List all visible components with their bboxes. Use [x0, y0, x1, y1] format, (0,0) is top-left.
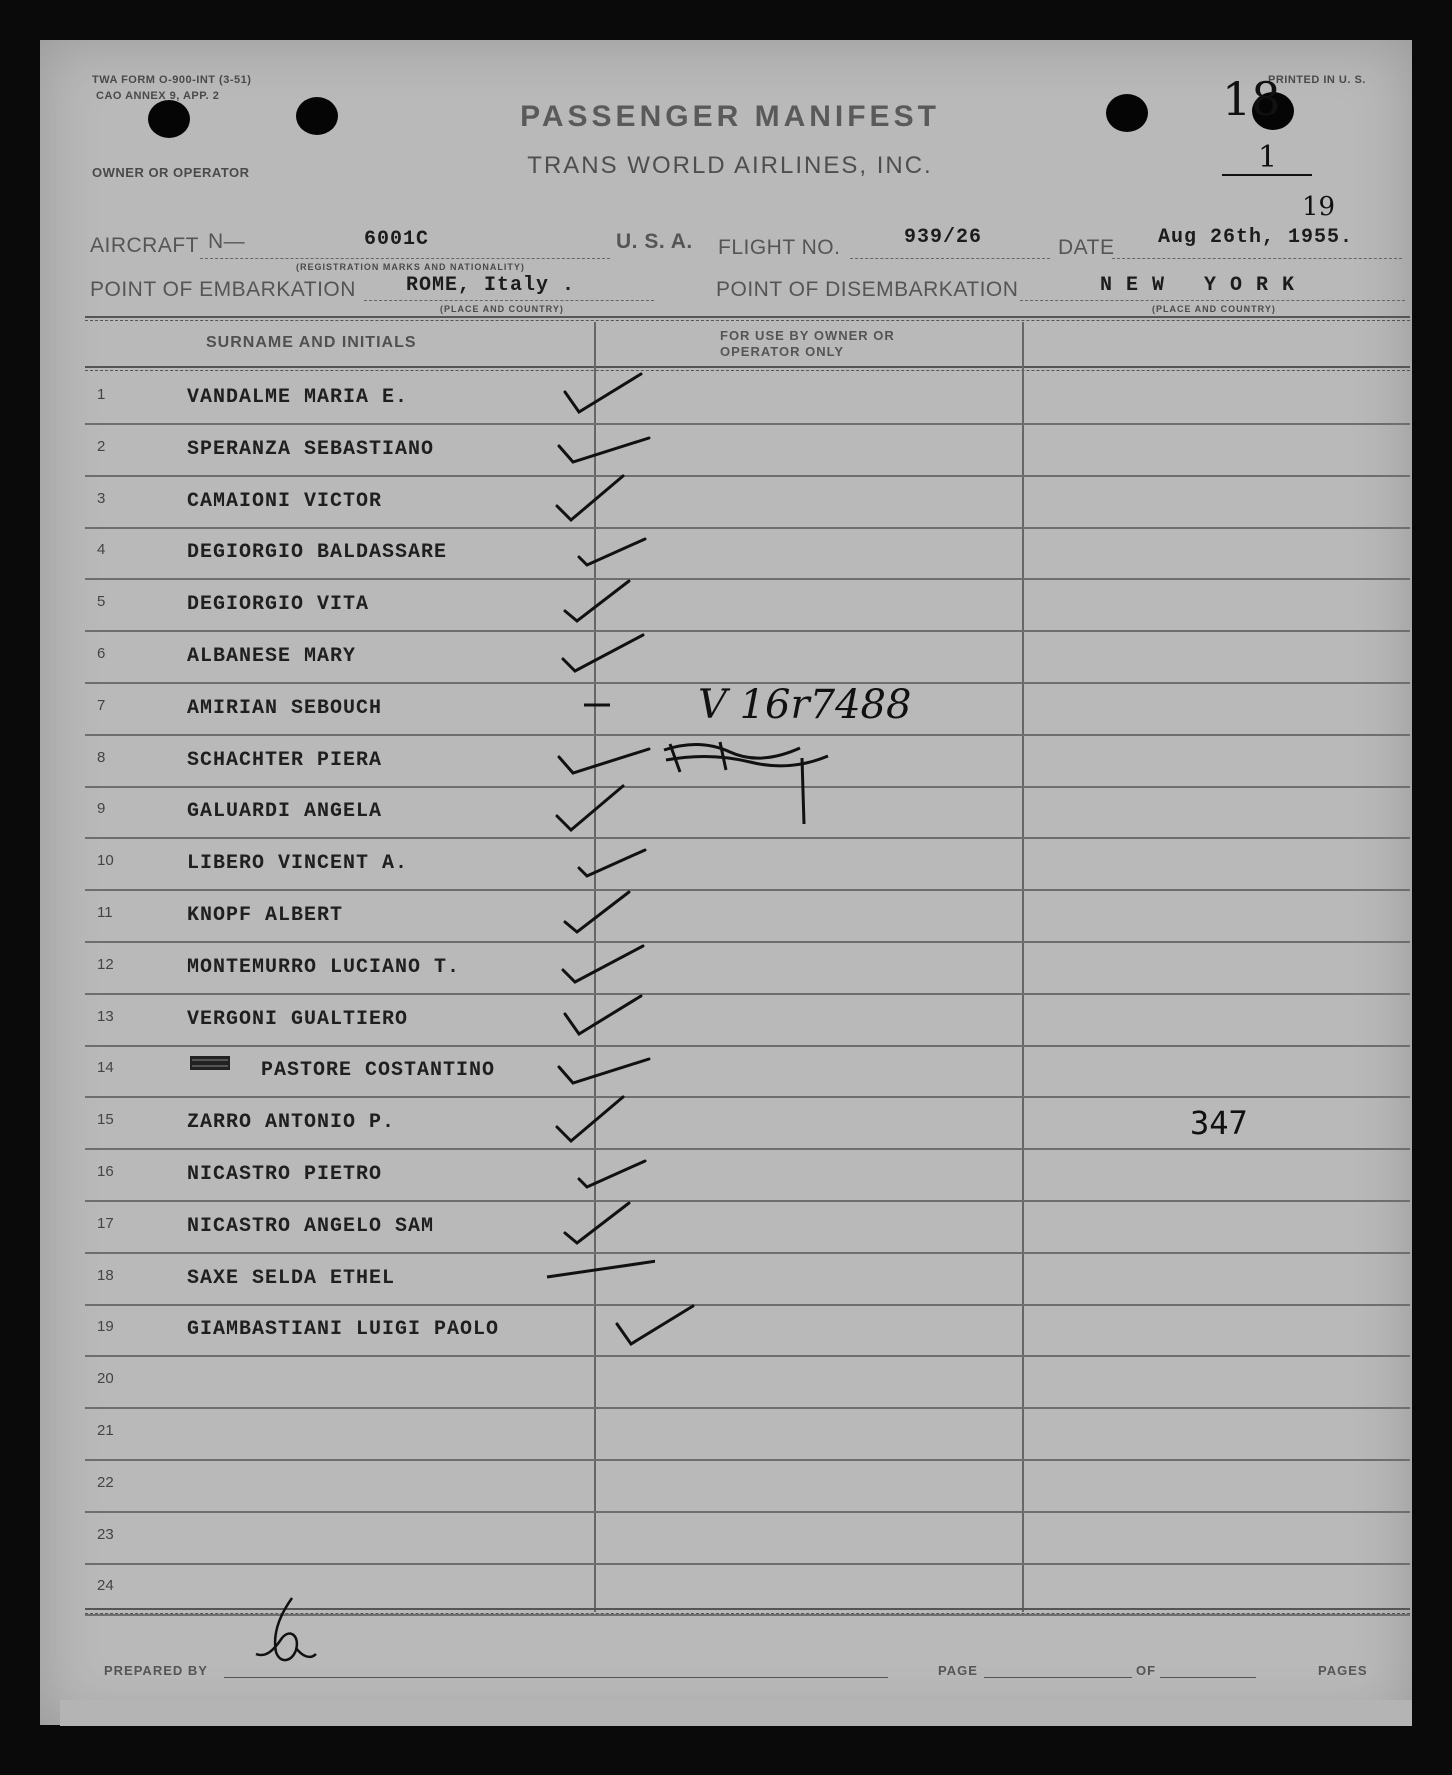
row-number: 22 — [97, 1473, 114, 1491]
row-rule — [85, 1355, 1410, 1357]
owner-use-column-header: FOR USE BY OWNER OR OPERATOR ONLY — [720, 328, 895, 359]
checkmark-icon — [545, 573, 655, 629]
passenger-name: NICASTRO ANGELO SAM — [187, 1214, 435, 1238]
date-correction: 19 — [1302, 192, 1336, 222]
aircraft-underline — [200, 258, 610, 259]
airline-name: TRANS WORLD AIRLINES, INC. — [527, 152, 933, 179]
passenger-name: VANDALME MARIA E. — [187, 386, 409, 409]
header-rule-top-2 — [85, 320, 1410, 321]
row-rule — [85, 1148, 1410, 1150]
row-number: 18 — [97, 1266, 114, 1284]
passenger-row — [85, 1358, 1410, 1409]
passenger-row — [85, 944, 1410, 995]
row-number: 10 — [97, 852, 114, 870]
registration-caption: (REGISTRATION MARKS AND NATIONALITY) — [296, 262, 525, 272]
page-line — [984, 1677, 1132, 1678]
passenger-name: LIBERO VINCENT A. — [187, 852, 409, 876]
row-rule — [85, 630, 1410, 632]
prepared-by-label: PREPARED BY — [104, 1663, 208, 1678]
checkmark-icon — [545, 988, 655, 1044]
country-label: U. S. A. — [616, 230, 693, 253]
date-label: DATE — [1058, 236, 1115, 259]
aircraft-label: AIRCRAFT — [90, 234, 199, 257]
printed-note: PRINTED IN U. S. — [1268, 74, 1366, 86]
header-rule-bottom-2 — [85, 370, 1410, 371]
passenger-row — [85, 1151, 1410, 1202]
passenger-name: SAXE SELDA ETHEL — [187, 1266, 396, 1290]
checkmark-icon — [545, 729, 655, 785]
row14-strikeout — [186, 1052, 234, 1076]
row-number: 2 — [97, 437, 106, 455]
row-number: 20 — [97, 1370, 114, 1388]
passenger-name: GIAMBASTIANI LUIGI PAOLO — [187, 1318, 500, 1342]
flight-underline — [850, 258, 1050, 259]
header-rule-top — [85, 316, 1410, 318]
page-mark-bottom: 1 — [1258, 140, 1278, 175]
form-title: PASSENGER MANIFEST — [520, 100, 940, 133]
aircraft-value: 6001C — [364, 228, 430, 251]
row-number: 11 — [97, 904, 113, 921]
passenger-row — [85, 1462, 1410, 1513]
passenger-row — [85, 1047, 1410, 1098]
passenger-name: MONTEMURRO LUCIANO T. — [187, 955, 461, 979]
passenger-row — [85, 996, 1410, 1047]
checkmark-icon — [545, 366, 655, 422]
passenger-row — [85, 892, 1410, 943]
disembarkation-underline — [1020, 300, 1405, 301]
passenger-row — [85, 426, 1410, 477]
row-number: 1 — [97, 386, 106, 403]
checkmark-icon — [545, 1143, 655, 1199]
row-rule — [85, 993, 1410, 995]
row-rule — [85, 837, 1410, 839]
pages-label: PAGES — [1318, 1663, 1368, 1678]
row-number: 3 — [97, 489, 106, 507]
passenger-name: NICASTRO PIETRO — [187, 1163, 383, 1186]
row15-number: 347 — [1190, 1104, 1248, 1142]
row-rule — [85, 1511, 1410, 1513]
checkmark-icon — [597, 1298, 707, 1354]
row-number: 9 — [97, 800, 106, 818]
disembarkation-value: N E W Y O R K — [1100, 274, 1296, 297]
passenger-name: ZARRO ANTONIO P. — [187, 1111, 396, 1135]
checkmark-icon — [545, 1039, 655, 1095]
checkmark-icon — [545, 1195, 655, 1251]
row-rule — [85, 889, 1410, 891]
row-rule — [85, 734, 1410, 736]
of-label: OF — [1136, 1663, 1157, 1678]
place-caption: (PLACE AND COUNTRY) — [440, 304, 564, 314]
row-rule — [85, 475, 1410, 477]
place-caption-2: (PLACE AND COUNTRY) — [1152, 304, 1276, 314]
row-number: 12 — [97, 955, 114, 973]
passenger-name: ALBANESE MARY — [187, 645, 357, 668]
row-number: 24 — [97, 1577, 114, 1595]
row-rule — [85, 1459, 1410, 1461]
passenger-row — [85, 840, 1410, 891]
checkmark-icon — [545, 936, 655, 992]
row-number: 17 — [97, 1214, 114, 1232]
passenger-row — [85, 374, 1410, 425]
date-value: Aug 26th, 1955. — [1158, 226, 1354, 249]
stroke-mark-icon — [545, 1247, 655, 1303]
checkmark-icon — [545, 418, 655, 474]
punch-hole — [296, 97, 338, 135]
passenger-row — [85, 1203, 1410, 1254]
disembarkation-label: POINT OF DISEMBARKATION — [716, 278, 1019, 301]
row8-scribble — [660, 738, 840, 828]
row-rule — [85, 423, 1410, 425]
row-rule — [85, 1252, 1410, 1254]
row-rule — [85, 941, 1410, 943]
passenger-row — [85, 1514, 1410, 1565]
row-number: 4 — [97, 541, 106, 559]
preparer-signature — [252, 1592, 322, 1672]
passenger-name: CAMAIONI VICTOR — [187, 489, 383, 513]
passenger-row — [85, 581, 1410, 632]
row-rule — [85, 1045, 1410, 1047]
row-rule — [85, 578, 1410, 580]
owner-label: OWNER OR OPERATOR — [92, 165, 250, 180]
passenger-name: KNOPF ALBERT — [187, 904, 344, 927]
passenger-row — [85, 1306, 1410, 1357]
header-rule-bottom — [85, 366, 1410, 368]
row7-dash — [580, 698, 640, 712]
passenger-name: PASTORE COSTANTINO — [261, 1059, 496, 1083]
punch-hole — [148, 100, 190, 138]
checkmark-icon — [545, 780, 655, 836]
passenger-name: AMIRIAN SEBOUCH — [187, 696, 383, 720]
checkmark-icon — [545, 470, 655, 526]
checkmark-icon — [545, 625, 655, 681]
row-number: 15 — [97, 1111, 114, 1129]
passenger-name: DEGIORGIO VITA — [187, 593, 370, 617]
row-number: 23 — [97, 1525, 114, 1543]
checkmark-icon — [545, 832, 655, 888]
page-mark-top: 18 — [1222, 72, 1281, 126]
embarkation-underline — [364, 300, 654, 301]
flight-no-label: FLIGHT NO. — [718, 236, 841, 259]
passenger-name: VERGONI GUALTIERO — [187, 1007, 409, 1031]
row-number: 8 — [97, 748, 106, 766]
punch-hole — [1106, 94, 1148, 132]
passenger-row — [85, 633, 1410, 684]
sheet-edge — [60, 1700, 1412, 1726]
passenger-row — [85, 529, 1410, 580]
passenger-row — [85, 1255, 1410, 1306]
passenger-name: SCHACHTER PIERA — [187, 748, 383, 772]
checkmark-icon — [545, 1091, 655, 1147]
aircraft-prefix: N— — [208, 230, 246, 253]
row-number: 19 — [97, 1318, 114, 1336]
row-rule — [85, 1200, 1410, 1202]
row-rule — [85, 1407, 1410, 1409]
passenger-row — [85, 1410, 1410, 1461]
row-number: 5 — [97, 593, 106, 611]
row-number: 13 — [97, 1007, 114, 1025]
flight-no-value: 939/26 — [904, 226, 983, 249]
cao-reference: CAO ANNEX 9, APP. 2 — [96, 90, 220, 102]
of-line — [1160, 1677, 1256, 1678]
row-rule — [85, 1096, 1410, 1098]
form-number: TWA FORM O-900-INT (3-51) — [92, 74, 252, 86]
date-underline — [1112, 258, 1402, 259]
passenger-name: GALUARDI ANGELA — [187, 800, 383, 824]
row-number: 7 — [97, 696, 106, 714]
row-rule — [85, 1304, 1410, 1306]
checkmark-icon — [545, 521, 655, 577]
row7-handwritten-note: V 16r7488 — [698, 682, 912, 728]
embarkation-label: POINT OF EMBARKATION — [90, 278, 356, 301]
row-number: 16 — [97, 1163, 114, 1180]
surname-column-header: SURNAME AND INITIALS — [206, 334, 417, 351]
passenger-name: SPERANZA SEBASTIANO — [187, 437, 435, 461]
prepared-by-line — [224, 1677, 888, 1678]
row-rule — [85, 1563, 1410, 1565]
checkmark-icon — [545, 884, 655, 940]
passenger-name: DEGIORGIO BALDASSARE — [187, 541, 448, 565]
row-number: 6 — [97, 645, 106, 662]
row-rule — [85, 527, 1410, 529]
passenger-row — [85, 478, 1410, 529]
embarkation-value: ROME, Italy . — [406, 274, 576, 297]
page-label: PAGE — [938, 1663, 978, 1678]
row-number: 21 — [97, 1422, 114, 1439]
row-number: 14 — [97, 1059, 114, 1077]
